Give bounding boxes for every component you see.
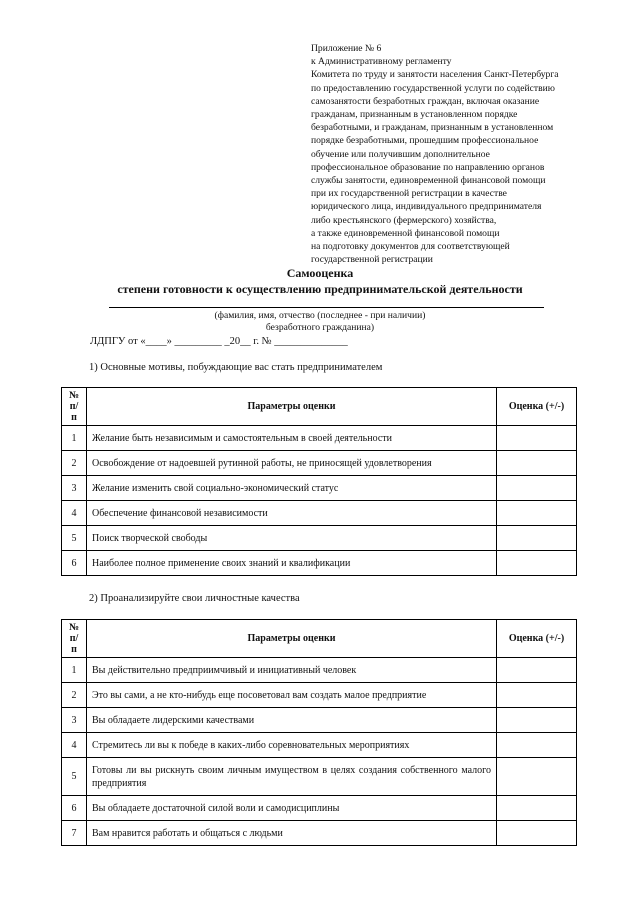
score-cell[interactable] bbox=[497, 426, 577, 451]
table-row bbox=[62, 708, 577, 733]
row-text: Желание изменить свой социально-экономический статус bbox=[87, 476, 497, 501]
appendix-line: гражданам, признанным в установленном порядке bbox=[311, 109, 518, 121]
row-text: Готовы ли вы рискнуть своим личным имуществом в целях создания собственного малого предприятия bbox=[87, 758, 497, 796]
name-input-line[interactable] bbox=[109, 307, 544, 308]
row-num: 1 bbox=[62, 426, 87, 451]
appendix-line: порядке безработными, прошедшим профессиональное bbox=[311, 135, 539, 147]
appendix-header bbox=[311, 42, 611, 266]
row-num: 5 bbox=[62, 526, 87, 551]
row-num: 1 bbox=[62, 658, 87, 683]
row-num: 5 bbox=[62, 758, 87, 796]
section1-title: 1) Основные мотивы, побуждающие вас стать предпринимателем bbox=[89, 362, 383, 373]
score-cell[interactable] bbox=[497, 526, 577, 551]
row-text: Наиболее полное применение своих знаний и квалификации bbox=[87, 551, 497, 576]
score-cell[interactable] bbox=[497, 708, 577, 733]
appendix-line: либо крестьянского (фермерского) хозяйства, bbox=[311, 214, 497, 226]
row-text: Поиск творческой свободы bbox=[87, 526, 497, 551]
appendix-line: государственной регистрации bbox=[311, 254, 433, 266]
name-hint-line: безработного гражданина) bbox=[265, 322, 375, 333]
appendix-line: безработными, и гражданам, признанным в установленном bbox=[311, 122, 554, 134]
score-cell[interactable] bbox=[497, 683, 577, 708]
score-cell[interactable] bbox=[497, 796, 577, 821]
table-row bbox=[62, 796, 577, 821]
name-hint bbox=[0, 310, 640, 334]
appendix-line: при их государственной регистрации в качестве bbox=[311, 188, 507, 200]
table-row bbox=[62, 658, 577, 683]
appendix-line: на подготовку документов для соответствующей bbox=[311, 241, 510, 253]
score-cell[interactable] bbox=[497, 451, 577, 476]
header-score: Оценка (+/-) bbox=[497, 620, 577, 658]
score-cell[interactable] bbox=[497, 733, 577, 758]
header-num: № п/п bbox=[62, 388, 87, 426]
qualities-table bbox=[61, 619, 577, 846]
table-header-row bbox=[62, 388, 577, 426]
document-title: Самооценка bbox=[286, 266, 354, 280]
row-text: Желание быть независимым и самостоятельным в своей деятельности bbox=[87, 426, 497, 451]
row-text: Вы обладаете лидерскими качествами bbox=[87, 708, 497, 733]
row-num: 3 bbox=[62, 708, 87, 733]
row-text: Стремитесь ли вы к победе в каких-либо соревновательных мероприятиях bbox=[87, 733, 497, 758]
row-num: 3 bbox=[62, 476, 87, 501]
row-text: Вы действительно предприимчивый и инициативный человек bbox=[87, 658, 497, 683]
table-row bbox=[62, 501, 577, 526]
row-num: 6 bbox=[62, 796, 87, 821]
table-row bbox=[62, 426, 577, 451]
row-text: Освобождение от надоевшей рутинной работы, не приносящей удовлетворения bbox=[87, 451, 497, 476]
row-num: 4 bbox=[62, 501, 87, 526]
row-num: 2 bbox=[62, 683, 87, 708]
table-header-row bbox=[62, 620, 577, 658]
table-row bbox=[62, 821, 577, 846]
header-param: Параметры оценки bbox=[87, 620, 497, 658]
score-cell[interactable] bbox=[497, 658, 577, 683]
score-cell[interactable] bbox=[497, 551, 577, 576]
appendix-line: юридического лица, индивидуального предпринимателя bbox=[311, 201, 542, 213]
appendix-line: а также единовременной финансовой помощи bbox=[311, 227, 500, 239]
table-row bbox=[62, 476, 577, 501]
appendix-line: по предоставлению государственной услуги по содействию bbox=[311, 82, 555, 94]
table-row bbox=[62, 683, 577, 708]
score-cell[interactable] bbox=[497, 758, 577, 796]
row-num: 6 bbox=[62, 551, 87, 576]
appendix-line: Комитета по труду и занятости населения Санкт-Петербурга bbox=[311, 69, 559, 81]
row-num: 2 bbox=[62, 451, 87, 476]
appendix-line: обучение или получившим дополнительное bbox=[311, 148, 490, 160]
table-row bbox=[62, 758, 577, 796]
table-row bbox=[62, 733, 577, 758]
appendix-line: самозанятости безработных граждан, включая оказание bbox=[311, 95, 540, 107]
appendix-line: профессиональное образование по направлению органов bbox=[311, 161, 545, 173]
application-reference-line: ЛДПГУ от «____» _________ _20__ г. № ______________ bbox=[90, 336, 348, 347]
appendix-line: к Административному регламенту bbox=[311, 56, 452, 68]
score-cell[interactable] bbox=[497, 501, 577, 526]
header-num: № п/п bbox=[62, 620, 87, 658]
name-hint-line: (фамилия, имя, отчество (последнее - при наличии) bbox=[214, 310, 426, 321]
score-cell[interactable] bbox=[497, 476, 577, 501]
row-text: Обеспечение финансовой независимости bbox=[87, 501, 497, 526]
header-param: Параметры оценки bbox=[87, 388, 497, 426]
appendix-line: Приложение № 6 bbox=[311, 43, 382, 54]
row-text: Вам нравится работать и общаться с людьми bbox=[87, 821, 497, 846]
document-subtitle: степени готовности к осуществлению предпринимательской деятельности bbox=[117, 282, 523, 296]
motives-table bbox=[61, 387, 577, 576]
row-num: 7 bbox=[62, 821, 87, 846]
table-row bbox=[62, 526, 577, 551]
table-row bbox=[62, 551, 577, 576]
score-cell[interactable] bbox=[497, 821, 577, 846]
row-num: 4 bbox=[62, 733, 87, 758]
header-score: Оценка (+/-) bbox=[497, 388, 577, 426]
table-row bbox=[62, 451, 577, 476]
appendix-line: службы занятости, единовременной финансовой помощи bbox=[311, 175, 546, 187]
row-text: Это вы сами, а не кто-нибудь еще посоветовал вам создать малое предприятие bbox=[87, 683, 497, 708]
row-text: Вы обладаете достаточной силой воли и самодисциплины bbox=[87, 796, 497, 821]
section2-title: 2) Проанализируйте свои личностные качества bbox=[89, 593, 300, 604]
